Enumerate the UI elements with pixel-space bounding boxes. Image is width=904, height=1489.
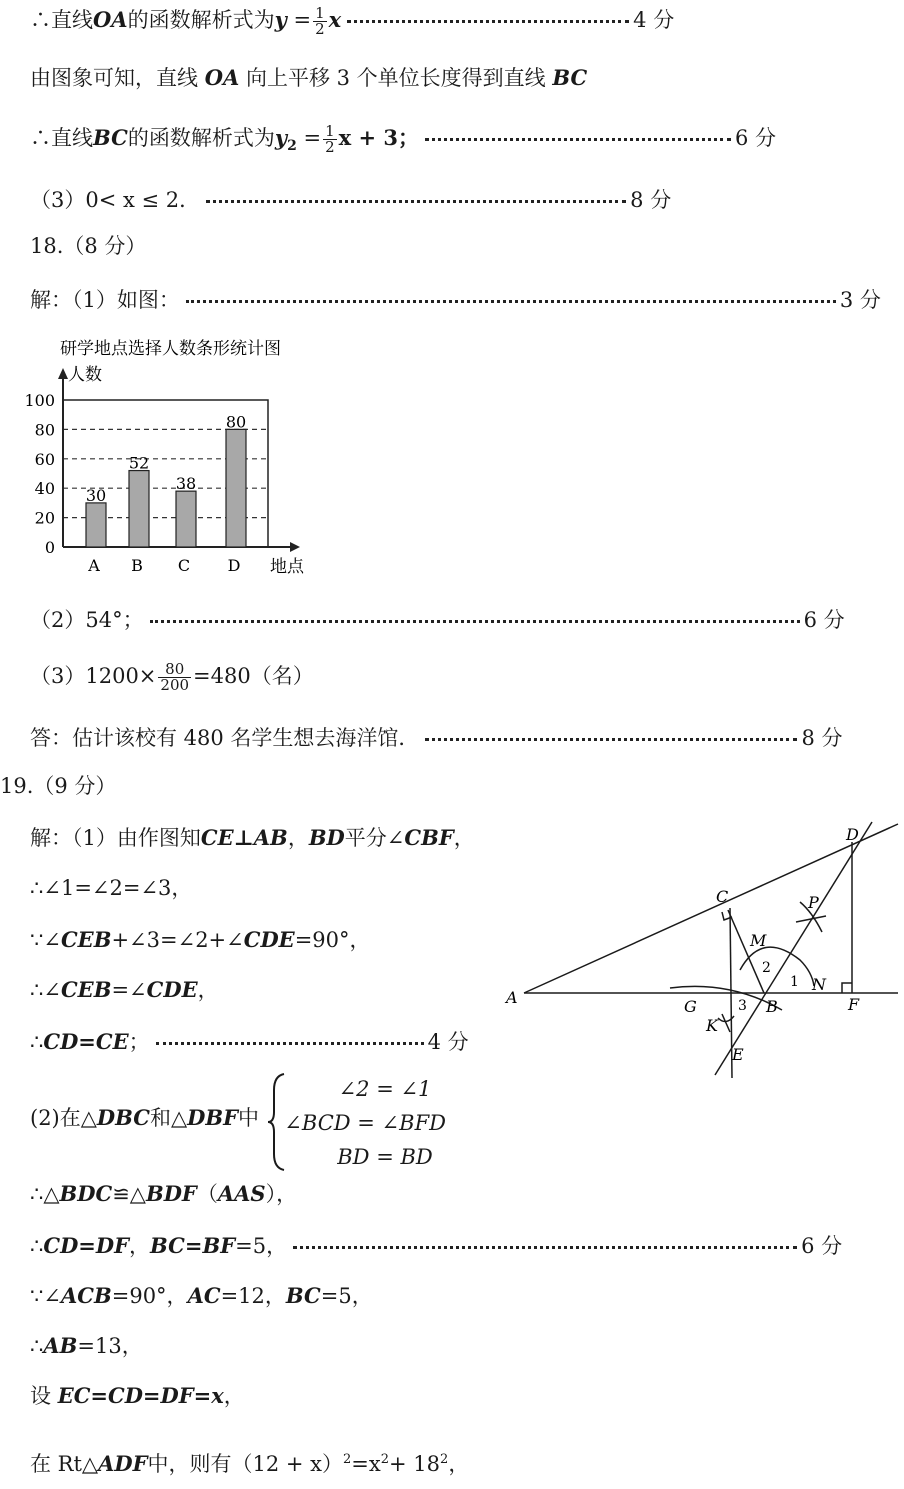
q19-step10: ∴AB=13， <box>30 1333 143 1358</box>
q19-step9: ∵∠ACB=90°，AC=12，BC=5， <box>30 1283 373 1308</box>
q19-step7: ∴△BDC≌△BDF（AAS）， <box>30 1181 298 1206</box>
score-label: 3 分 <box>839 288 881 312</box>
q18-solution-1: 解：（1）如图： 3 分 <box>30 288 881 312</box>
angle-label-2: 2 <box>762 960 771 976</box>
point-label-B: B <box>766 997 778 1016</box>
score-leader-dots <box>206 200 626 203</box>
line-translate: 由图象可知，直线 OA 向上平移 3 个单位长度得到直线 BC <box>30 65 588 90</box>
bar-A <box>86 503 106 547</box>
x-axis-label: 地点 <box>270 557 304 577</box>
data-label-D: 80 <box>225 412 247 432</box>
question-18-heading: 18.（8 分） <box>30 234 147 258</box>
data-label-B: 52 <box>128 453 150 473</box>
line-oa-function: ∴直线OA的函数解析式为y = $\frac{1}{2}$ x 4 分 <box>30 4 675 38</box>
fraction-half: $\frac{1}{2}$ <box>315 4 325 38</box>
chart-title: 研学地点选择人数条形统计图 <box>60 339 281 359</box>
point-label-F: F <box>848 995 860 1014</box>
q19-step1: 解：（1）由作图知CE⊥AB，BD平分∠CBF， <box>30 825 475 850</box>
arc-MN <box>740 947 814 986</box>
fraction-80-200: $\frac{80}{200}$ <box>160 660 190 694</box>
score-label: 6 分 <box>735 126 777 150</box>
fraction-half: $\frac{1}{2}$ <box>325 122 335 156</box>
q19-step11: 设 EC=CD=DF=x， <box>30 1383 245 1408</box>
score-leader-dots <box>425 138 731 141</box>
point-label-P: P <box>808 893 819 912</box>
q19-step6: (2)在△DBC和△DBF中 <box>30 1105 260 1130</box>
score-leader-dots <box>347 20 629 23</box>
point-label-D: D <box>846 825 859 844</box>
line-AD <box>524 824 898 993</box>
q19-step12: 在 Rt△ADF中，则有$(12 + x)^2=x^2+ 18^2$， <box>30 1451 470 1476</box>
score-label: 6 分 <box>803 608 845 632</box>
bar-chart <box>20 332 320 582</box>
q18-part3: （3）1200× $\frac{80}{200}$ =480（名） <box>30 660 314 694</box>
score-leader-dots <box>186 300 836 303</box>
data-label-C: 38 <box>175 474 197 494</box>
y-tick-label: 0 <box>44 538 55 557</box>
point-label-N: N <box>812 975 826 994</box>
x-tick-label-B: B <box>131 556 143 575</box>
point-label-E: E <box>732 1045 744 1064</box>
bar-B <box>129 471 149 547</box>
congruence-conditions <box>284 1072 446 1174</box>
right-angle-F <box>842 983 852 993</box>
data-label-A: 30 <box>85 485 107 505</box>
condition-angle-right: ∠BCD = ∠BFD <box>284 1111 446 1135</box>
line-bc-function: ∴直线BC的函数解析式为$y_2$ = $\frac{1}{2}$ x + 3； 6 分 <box>30 122 777 156</box>
y-axis-label: 人数 <box>68 365 102 385</box>
score-label: 4 分 <box>633 8 675 32</box>
bar-C <box>176 491 196 547</box>
angle-label-1: 1 <box>790 974 799 990</box>
score-leader-dots <box>425 738 797 741</box>
x-tick-label-D: D <box>227 556 241 575</box>
q19-step8: ∴CD=DF，BC=BF=5， 6 分 <box>30 1233 843 1258</box>
q18-part2: （2）54°； 6 分 <box>30 608 845 632</box>
q18-answer: 答：估计该校有 480 名学生想去海洋馆． 8 分 <box>30 726 843 750</box>
line-CB <box>728 910 764 993</box>
condition-side: BD = BD <box>337 1145 433 1169</box>
score-leader-dots <box>293 1246 797 1249</box>
y-tick-label: 60 <box>34 449 55 469</box>
y-axis-arrow <box>58 368 68 379</box>
q19-step2: ∴∠1=∠2=∠3， <box>30 876 193 900</box>
point-label-C: C <box>716 887 729 906</box>
score-leader-dots <box>150 620 800 623</box>
y-tick-label: 100 <box>24 391 55 410</box>
x-axis-arrow <box>290 542 300 552</box>
line-part3-range: （3）0< x ≤ 2． 8 分 <box>30 188 672 212</box>
q19-step4: ∴∠CEB=∠CDE， <box>30 977 219 1002</box>
bar-D <box>226 429 246 547</box>
angle-label-3: 3 <box>738 998 747 1014</box>
x-tick-label-C: C <box>177 556 191 575</box>
q19-step5: ∴CD=CE； 4 分 <box>30 1029 469 1054</box>
condition-angle: ∠2 = ∠1 <box>338 1077 432 1101</box>
score-label: 4 分 <box>427 1030 469 1054</box>
q19-step3: ∵∠CEB+∠3=∠2+∠CDE=90°， <box>30 927 371 952</box>
score-leader-dots <box>156 1042 424 1045</box>
point-label-A: A <box>506 988 518 1007</box>
y-tick-label: 20 <box>34 508 55 528</box>
geometry-figure <box>500 820 900 1080</box>
point-label-K: K <box>706 1016 718 1035</box>
x-tick-label-A: A <box>88 556 100 575</box>
point-label-G: G <box>684 997 697 1016</box>
score-label: 8 分 <box>801 726 843 750</box>
y-tick-label: 80 <box>34 420 55 440</box>
score-label: 8 分 <box>630 188 672 212</box>
line-BD-extended <box>715 822 872 1075</box>
point-label-M: M <box>750 931 767 950</box>
score-label: 6 分 <box>801 1234 843 1258</box>
y-tick-label: 40 <box>34 479 55 499</box>
question-19-heading: 19.（9 分） <box>0 774 117 798</box>
